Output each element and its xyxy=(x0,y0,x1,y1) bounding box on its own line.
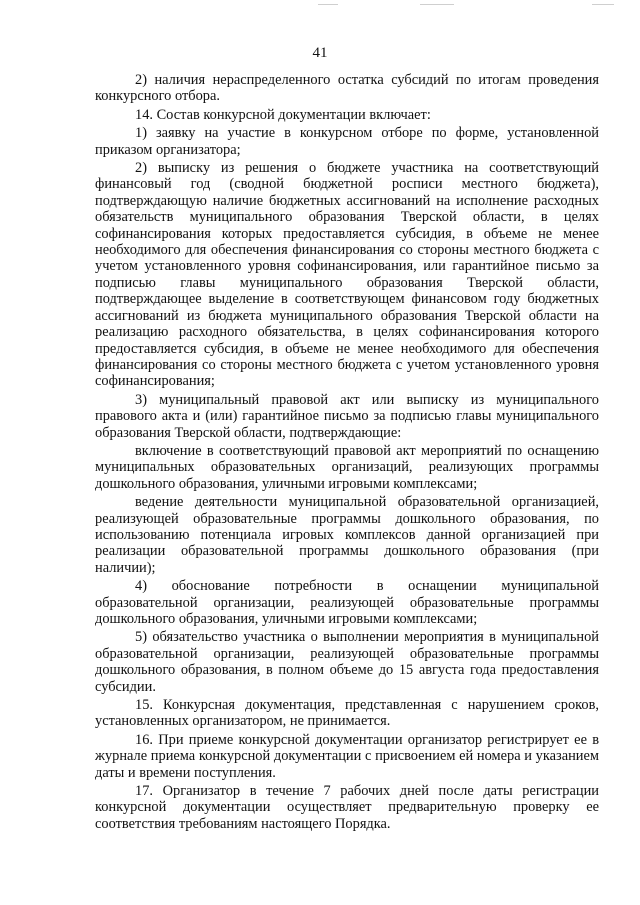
scan-artifact xyxy=(420,4,454,5)
paragraph-17-verification: 17. Организатор в течение 7 рабочих дней после даты регистрации конкурсной документации осуществляет предварительную проверку ее соответствия требованиям настоящего Порядка. xyxy=(95,783,599,832)
document-body xyxy=(95,72,599,832)
paragraph-inclusion: включение в соответствующий правовой акт мероприятий по оснащению муниципальных образовательных организаций, реализующих программы дошкольного образования, уличными игровыми комплексами; xyxy=(95,442,599,492)
paragraph-item-3-legal-act: 3) муниципальный правовой акт или выписку из муниципального правового акта и (или) гарантийное письмо за подписью главы муниципального образования Тверской области, подтверждающие: xyxy=(95,391,599,441)
paragraph-item-4-justification: 4) обоснование потребности в оснащении муниципальной образовательной организации, реализующей образовательные программы дошкольного образования, уличными игровыми комплексами; xyxy=(95,578,599,627)
page-number: 41 xyxy=(312,45,328,61)
paragraph-activity: ведение деятельности муниципальной образовательной организацией, реализующей образовательные программы дошкольного образования, по использованию потенциала игровых комплексов данной организацией при реализации образовательной программы дошкольного образования (при наличии); xyxy=(95,494,599,576)
paragraph-item-2-subsidy-remainder: 2) наличия нераспределенного остатка субсидий по итогам проведения конкурсного отбора. xyxy=(95,72,599,105)
paragraph-16-registration: 16. При приеме конкурсной документации организатор регистрирует ее в журнале приема конкурсной документации с присвоением ей номера и указанием даты и времени поступления. xyxy=(95,731,599,781)
scan-artifact xyxy=(318,4,338,5)
paragraph-item-5-obligation: 5) обязательство участника о выполнении мероприятия в муниципальной образовательной организации, реализующей образовательные программы дошкольного образования, в полном объеме до 15 августа года предоставления субсидии. xyxy=(95,629,599,695)
paragraph-14-composition: 14. Состав конкурсной документации включает: xyxy=(135,106,431,123)
paragraph-item-1-application: 1) заявку на участие в конкурсном отборе по форме, установленной приказом организатора; xyxy=(95,125,599,158)
paragraph-item-2-budget-extract: 2) выписку из решения о бюджете участника на соответствующий финансовый год (сводной бюджетной росписи местного бюджета), подтверждающую наличие бюджетных ассигнований на исполнение расходных обязательств муниципального образования Тверской области, в целях софинансирования которых предоставляется субсидия, в объеме не менее необходимого для обеспечения финансирования со стороны местного бюджета с учетом установленного уровня софинансирования, или гарантийное письмо за подписью главы муниципального образования Тверской области, подтверждающее выделение в соответствующем финансовом году бюджетных ассигнований из бюджета муниципального образования Тверской области на реализацию расходного обязательства, в целях софинансирования которого предоставляется субсидия, в объеме не менее необходимого для обеспечения финансирования со стороны местного бюджета с учетом установленного уровня софинансирования; xyxy=(95,160,599,390)
paragraph-15-rejection: 15. Конкурсная документация, представленная с нарушением сроков, установленных организатором, не принимается. xyxy=(95,697,599,730)
scan-artifact xyxy=(592,4,614,5)
